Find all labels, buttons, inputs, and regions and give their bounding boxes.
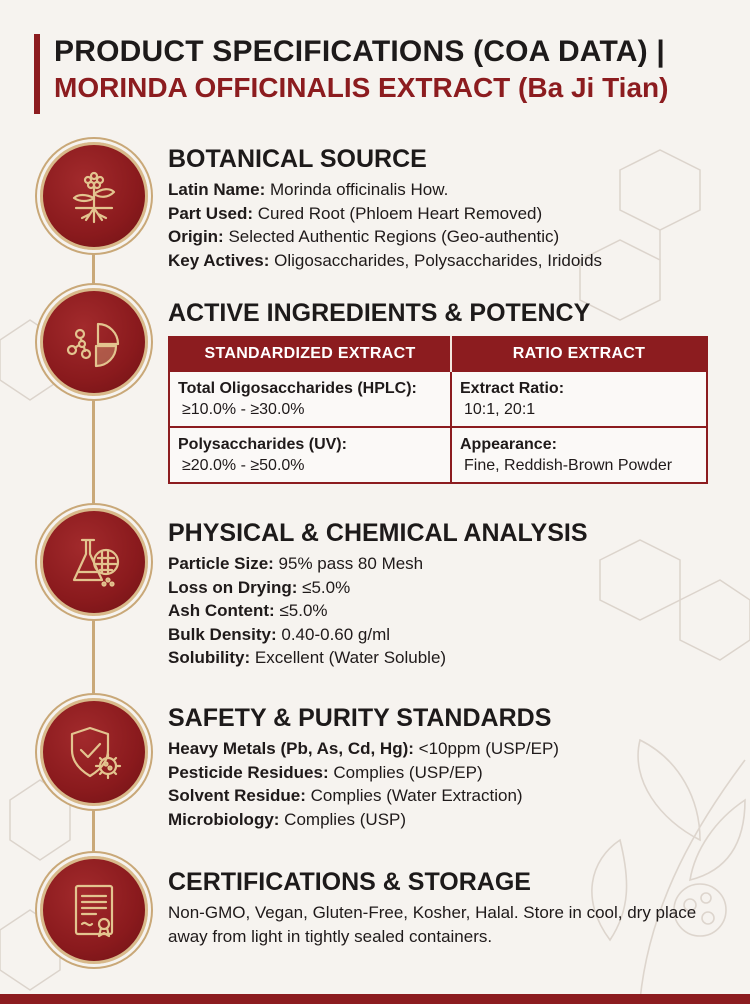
page-subtitle: MORINDA OFFICINALIS EXTRACT (Ba Ji Tian) xyxy=(54,72,669,103)
safety-standards-title: SAFETY & PURITY STANDARDS xyxy=(168,704,552,732)
bottom-accent-bar xyxy=(0,994,750,1004)
heavy-metals-row: Heavy Metals (Pb, As, Cd, Hg): <10ppm (USP/EP) xyxy=(168,739,559,758)
page-title: PRODUCT SPECIFICATIONS (COA DATA) | xyxy=(54,35,665,68)
part-used-row: Part Used: Cured Root (Phloem Heart Removed) xyxy=(168,203,543,223)
potency-table xyxy=(168,336,708,484)
molecule-chart-icon xyxy=(40,288,148,396)
certifications-text: Non-GMO, Vegan, Gluten-Free, Kosher, Halal. Store in cool, dry place away from light in tightly sealed containers. xyxy=(168,903,697,946)
physical-analysis-title: PHYSICAL & CHEMICAL ANALYSIS xyxy=(168,519,588,547)
active-ingredients-section xyxy=(168,298,728,332)
microbiology-row: Microbiology: Complies (USP) xyxy=(168,809,407,829)
latin-name-row: Latin Name: Morinda officinalis How. xyxy=(168,180,449,199)
active-ingredients-title: ACTIVE INGREDIENTS & POTENCY xyxy=(168,299,591,327)
particle-size-row: Particle Size: 95% pass 80 Mesh xyxy=(168,554,424,573)
certifications-section xyxy=(168,867,708,949)
table-header-standardized: STANDARDIZED EXTRACT xyxy=(169,337,451,371)
certifications-title: CERTIFICATIONS & STORAGE xyxy=(168,868,531,896)
physical-analysis-section xyxy=(168,518,728,670)
shield-microbe-icon xyxy=(40,698,148,806)
botanical-source-title: BOTANICAL SOURCE xyxy=(168,145,427,173)
table-cell: Extract Ratio: 10:1, 20:1 xyxy=(451,371,707,427)
page-header xyxy=(34,34,724,114)
table-cell: Polysaccharides (UV): ≥20.0% - ≥50.0% xyxy=(169,427,451,483)
certificate-icon xyxy=(40,856,148,964)
loss-on-drying-row: Loss on Drying: ≤5.0% xyxy=(168,577,351,597)
table-row xyxy=(169,427,707,483)
table-cell: Total Oligosaccharides (HPLC): ≥10.0% - ≥30.0% xyxy=(169,371,451,427)
key-actives-row: Key Actives: Oligosaccharides, Polysaccharides, Iridoids xyxy=(168,250,603,270)
solvent-residue-row: Solvent Residue: Complies (Water Extraction) xyxy=(168,786,523,805)
pesticide-residues-row: Pesticide Residues: Complies (USP/EP) xyxy=(168,762,483,782)
flask-sieve-icon xyxy=(40,508,148,616)
table-row xyxy=(169,371,707,427)
table-cell: Appearance: Fine, Reddish-Brown Powder xyxy=(451,427,707,483)
bulk-density-row: Bulk Density: 0.40-0.60 g/ml xyxy=(168,624,391,644)
plant-root-icon xyxy=(40,142,148,250)
safety-standards-section xyxy=(168,703,728,831)
ash-content-row: Ash Content: ≤5.0% xyxy=(168,601,328,620)
botanical-source-section xyxy=(168,144,728,272)
table-header-ratio: RATIO EXTRACT xyxy=(451,337,707,371)
origin-row: Origin: Selected Authentic Regions (Geo-authentic) xyxy=(168,227,560,246)
solubility-row: Solubility: Excellent (Water Soluble) xyxy=(168,648,447,667)
